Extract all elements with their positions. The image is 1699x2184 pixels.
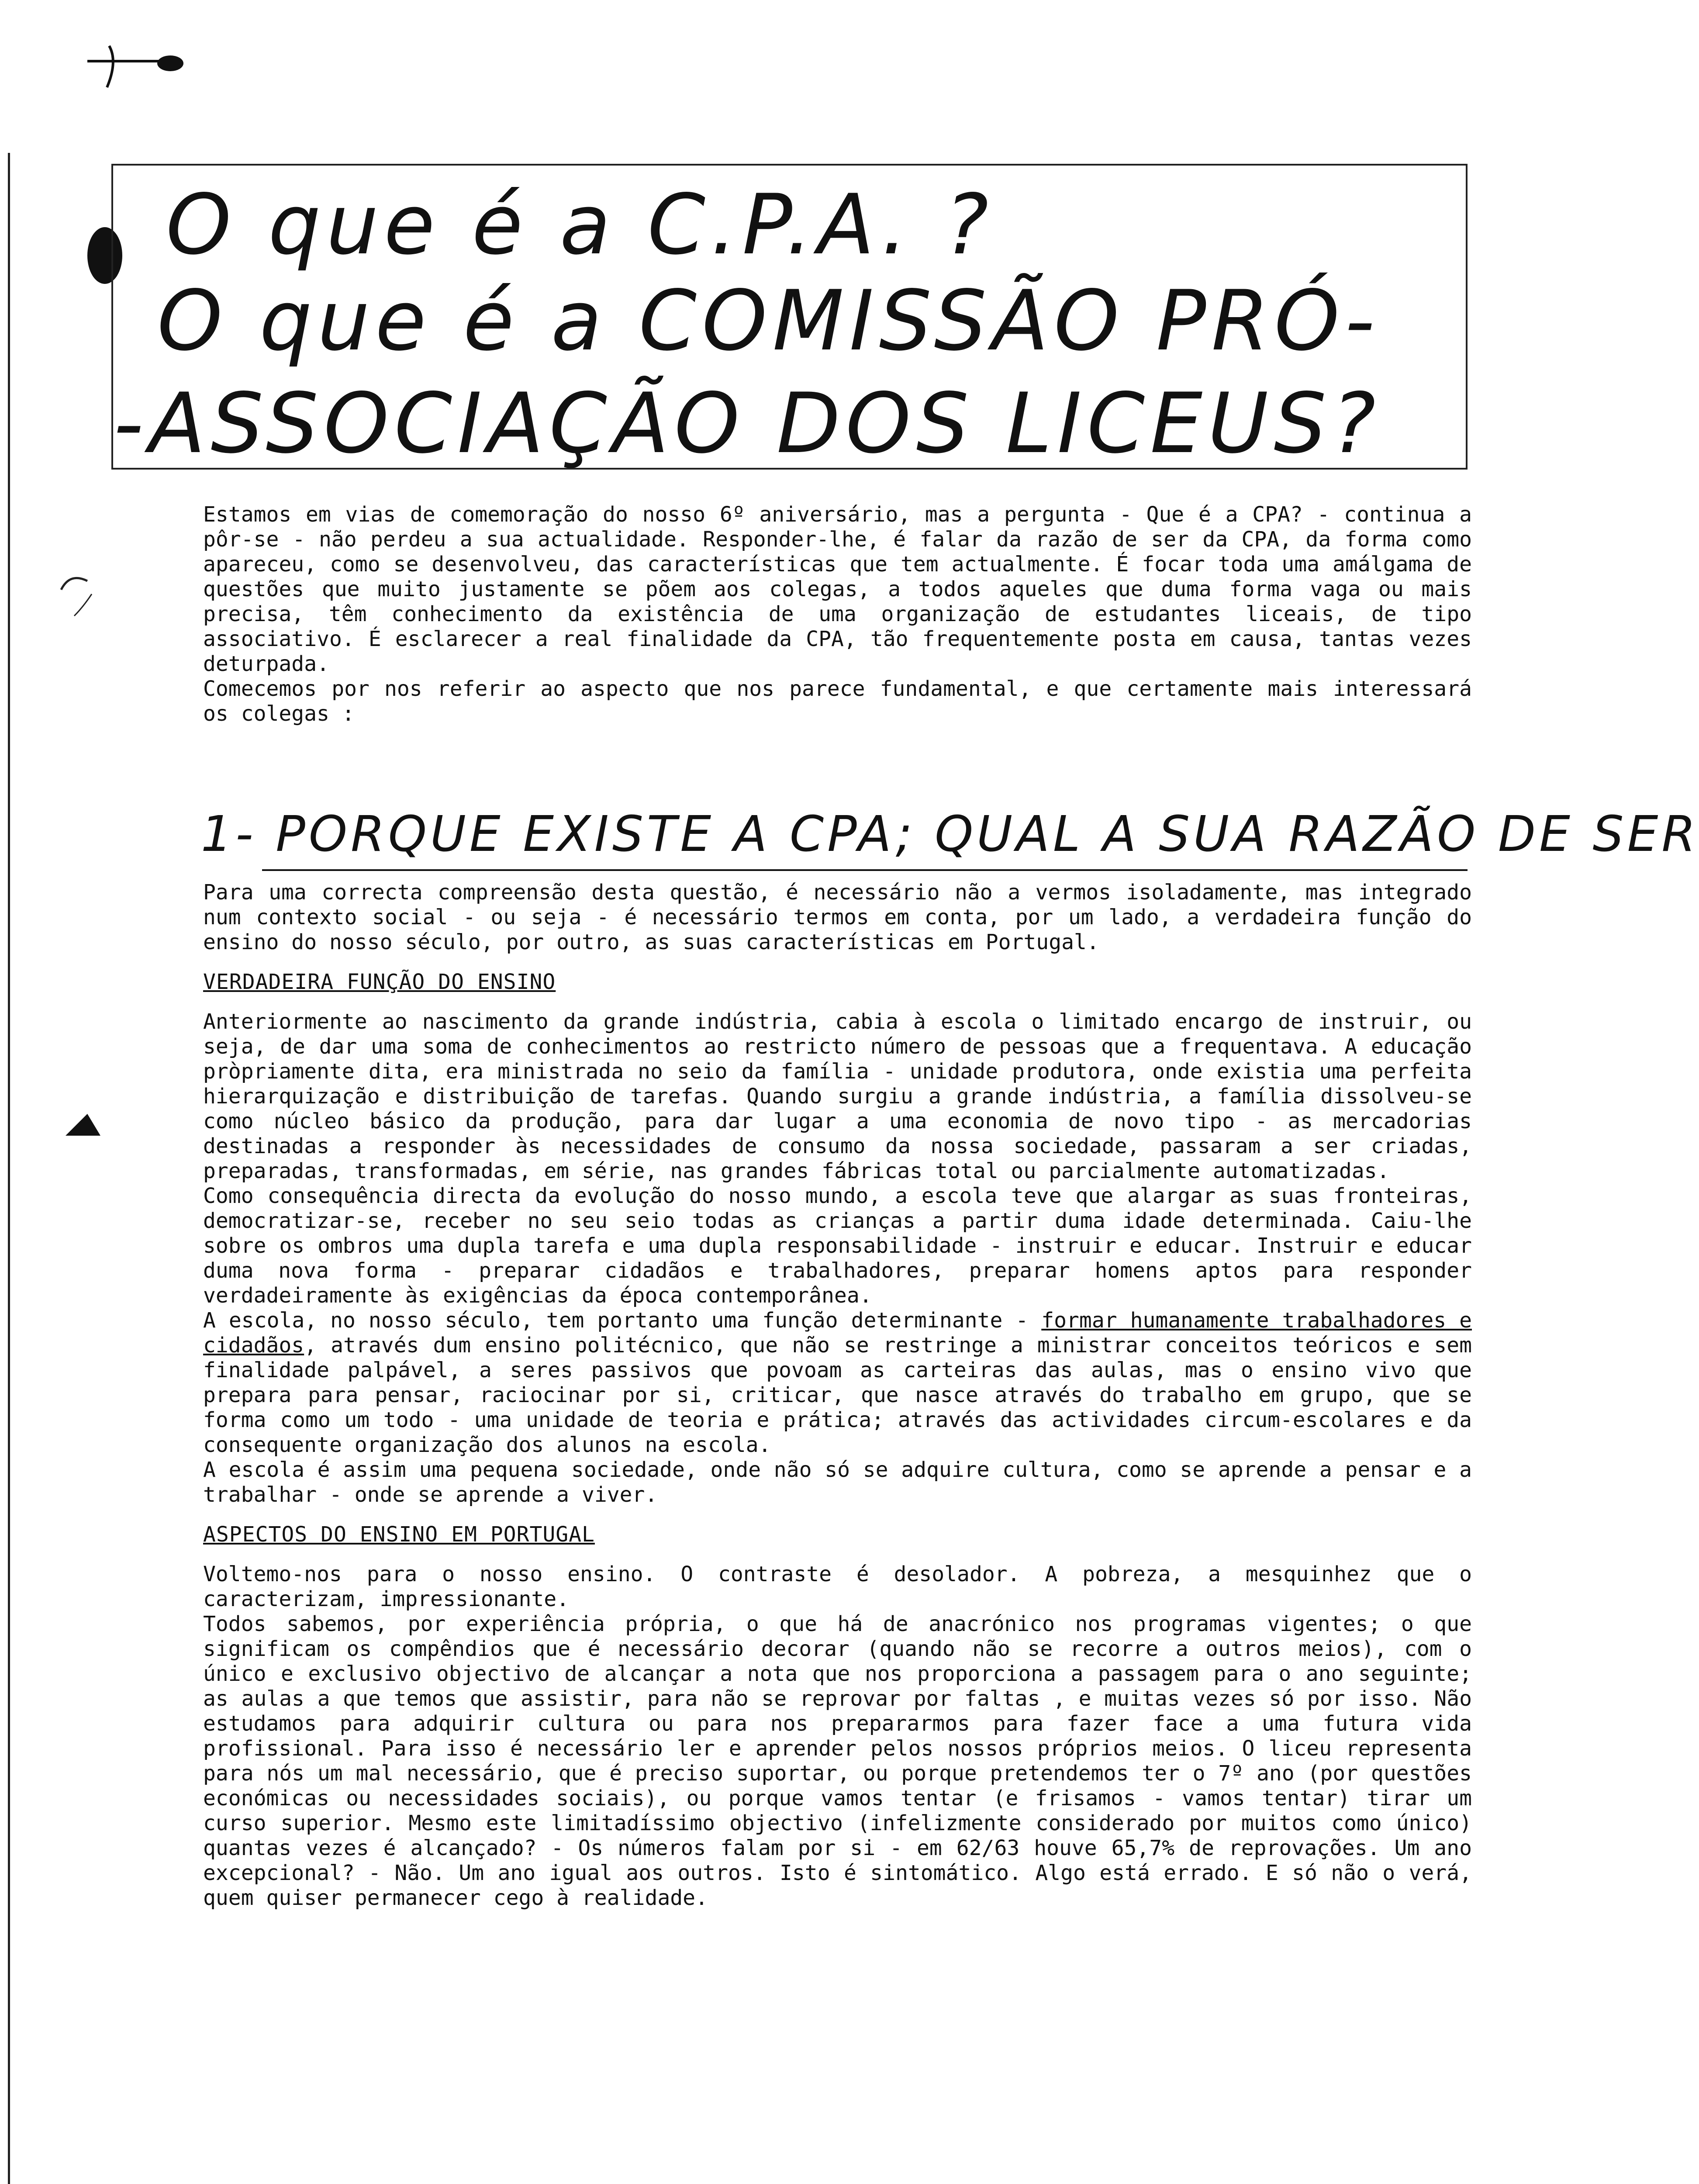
funcao-p3-start: A escola, no nosso século, tem portanto uma função determinante - [203,1308,1042,1333]
funcao-p3-end: , através dum ensino politécnico, que não se restringe a ministrar conceitos teóricos e sem finalidade palpável, a seres passivos que povoam as carteiras das aulas, mas o ensino vivo que prepara para pensar, raciocinar por si, criticar, que nasce através do trabalho em grupo, que se forma como um todo - uma unidade de teoria e prática; através das actividades circum-escolares e da consequente organização dos alunos na escola. [203,1333,1472,1457]
main-body [203,880,1472,1911]
title-line-2: O que é a COMISSÃO PRÓ- [157,273,1380,369]
aspectos-paragraph-1: Voltemo-nos para o nosso ensino. O contraste é desolador. A pobreza, a mesquinhez que o caracterizam, impressionante. [203,1562,1472,1611]
left-margin-line [8,153,10,2184]
title-line-1: O que é a C.P.A. ? [166,176,994,273]
hand-drawn-arrow-icon [83,44,188,92]
title-line-3: -ASSOCIAÇÃO DOS LICEUS? [114,375,1381,472]
intro-paragraph-2: Comecemos por nos referir ao aspecto que nos parece fundamental, e que certamente mais interessará os colegas : [203,677,1472,726]
section-1-heading: 1- PORQUE EXISTE A CPA; QUAL A SUA RAZÃO DE SER [201,806,1699,863]
funcao-paragraph-2: Como consequência directa da evolução do nosso mundo, a escola teve que alargar as suas fronteiras, democratizar-se, receber no seu seio todas as crianças a partir duma idade determinada. Caiu-lhe sobre os ombros uma dupla tarefa e uma dupla responsabilidade - instruir e educar. Instruir e educar duma nova forma - preparar cidadãos e trabalhadores, preparar homens aptos para responder verdadeiramente às exigências da época contemporânea. [203,1184,1472,1308]
section-1-heading-underline [262,869,1468,871]
section-1-paragraph: Para uma correcta compreensão desta questão, é necessário não a vermos isoladamente, mas integrado num contexto social - ou seja - é necessário termos em conta, por um lado, a verdadeira função do ensino do nosso século, por outro, as suas características em Portugal. [203,880,1472,954]
funcao-paragraph-4: A escola é assim uma pequena sociedade, onde não só se adquire cultura, como se aprende a pensar e a trabalhar - onde se aprende a viver. [203,1458,1472,1507]
subsection-heading-aspectos: ASPECTOS DO ENSINO EM PORTUGAL [203,1522,595,1547]
margin-marks-icon [52,568,105,1223]
intro-paragraph-1: Estamos em vias de comemoração do nosso 6º aniversário, mas a pergunta - Que é a CPA? - continua a pôr-se - não perdeu a sua actualidade. Responder-lhe, é falar da razão de ser da CPA, da forma como apareceu, como se desenvolveu, das características que tem actualmente. É focar toda uma amálgama de questões que muito justamente se põem aos colegas, a todos aqueles que duma forma vaga ou mais precisa, têm conhecimento da existência de uma organização de estudantes liceais, de tipo associativo. É esclarecer a real finalidade da CPA, tão frequentemente posta em causa, tantas vezes deturpada. [203,502,1472,676]
intro-section [203,502,1472,726]
funcao-paragraph-3 [203,1308,1472,1458]
funcao-p3-underlined: formar humanamente trabalhadores e cidadãos [203,1308,1472,1358]
aspectos-paragraph-2: Todos sabemos, por experiência própria, o que há de anacrónico nos programas vigentes; o que significam os compêndios que é necessário decorar (quando não se recorre a outros meios), com o único e exclusivo objectivo de alcançar a nota que nos proporciona a passagem para o ano seguinte; as aulas a que temos que assistir, para não se reprovar por faltas , e muitas vezes só por isso. Não estudamos para adquirir cultura ou para nos prepararmos para fazer face a uma futura vida profissional. Para isso é necessário ler e aprender pelos nossos próprios meios. O liceu representa para nós um mal necessário, que é preciso suportar, ou porque pretendemos ter o 7º ano (por questões económicas ou necessidades sociais), ou porque vamos tentar (e frisamos - vamos tentar) tirar um curso superior. Mesmo este limitadíssimo objectivo (infelizmente considerado por muitos como único) quantas vezes é alcançado? - Os números falam por si - em 62/63 houve 65,7% de reprovações. Um ano excepcional? - Não. Um ano igual aos outros. Isto é sintomático. Algo está errado. E só não o verá, quem quiser permanecer cego à realidade. [203,1612,1472,1910]
subsection-heading-funcao: VERDADEIRA FUNÇÃO DO ENSINO [203,970,556,994]
funcao-paragraph-1: Anteriormente ao nascimento da grande indústria, cabia à escola o limitado encargo de instruir, ou seja, de dar uma soma de conhecimentos ao restricto número de pessoas que a frequentava. A educação pròpriamente dita, era ministrada no seio da família - unidade produtora, onde existia uma perfeita hierarquização e distribuição de tarefas. Quando surgiu a grande indústria, a família dissolveu-se como núcleo básico da produção, para dar lugar a uma economia de novo tipo - as mercadorias destinadas a responder às necessidades de consumo da nossa sociedade, passaram a ser criadas, preparadas, transformadas, em série, nas grandes fábricas total ou parcialmente automatizadas. [203,1009,1472,1183]
